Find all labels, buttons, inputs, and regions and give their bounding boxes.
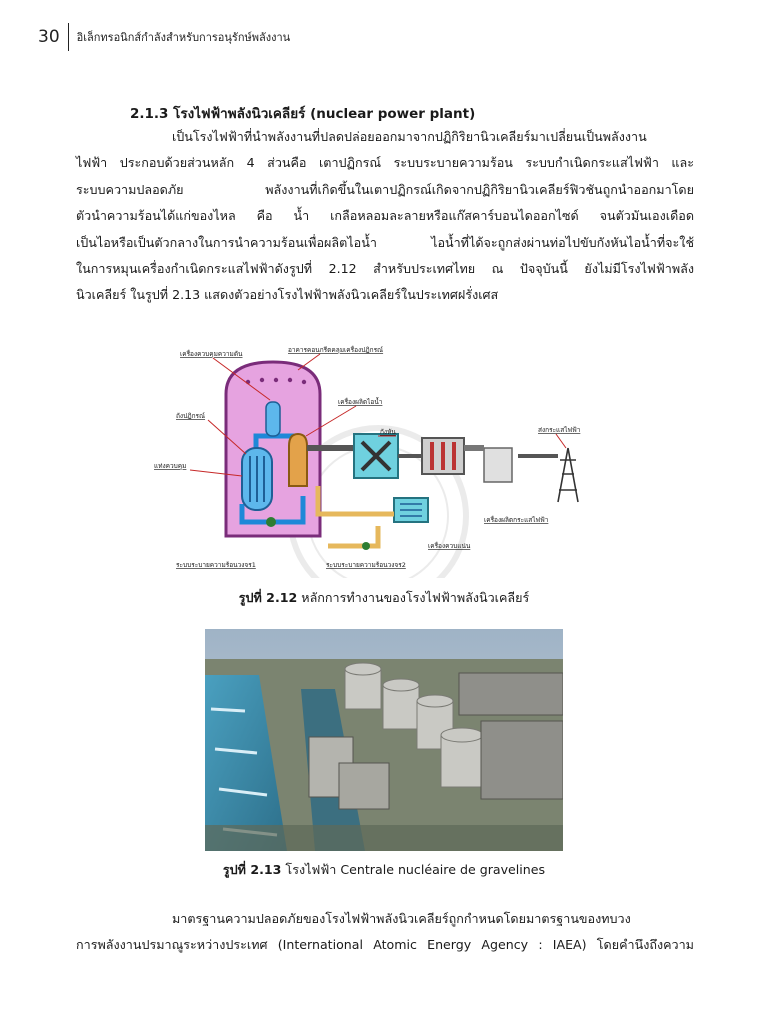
paragraph-line: นิวเคลียร์ ในรูปที่ 2.13 แสดงตัวอย่างโรงไฟฟ้าพลังนิวเคลียร์ในประเทศฝรั่งเศส (76, 287, 499, 303)
steam-generator (289, 434, 307, 486)
paragraph-line: ตัวนำความร้อนได้แก่ของไหล คือ น้ำ เกลือหลอมละลายหรือแก๊สคาร์บอนไดออกไซด์ จนตัวมันเองเดือด (76, 208, 694, 224)
label-containment: อาคารคอนกรีตคลุมเครื่องปฏิกรณ์ (288, 346, 384, 354)
figure-caption-2-13 (0, 860, 768, 880)
label-control-rods: แท่งควบคุม (154, 462, 187, 470)
turbine (354, 434, 398, 478)
paragraph-line: เป็นโรงไฟฟ้าที่นำพลังงานที่ปลดปล่อยออกมาจากปฏิกิริยานิวเคลียร์มาเปลี่ยนเป็นพลังงาน (172, 129, 647, 144)
paragraph-line: มาตรฐานความปลอดภัยของโรงไฟฟ้าพลังนิวเคลียร์ถูกกำหนดโดยมาตรฐานของทบวง (172, 911, 631, 926)
body-paragraph-2 (76, 906, 694, 959)
label-turbine: กังหัน (380, 428, 396, 436)
label-pressurizer: เครื่องควบคุมความดัน (180, 350, 243, 358)
generator (422, 438, 464, 474)
page-header (38, 22, 290, 52)
label-steam-generator: เครื่องผลิตไอน้ำ (338, 398, 383, 406)
paragraph-line: ไฟฟ้า ประกอบด้วยส่วนหลัก 4 ส่วนคือ เตาปฏิกรณ์ ระบบระบายความร้อน ระบบกำเนิดกระแสไฟฟ้า และ (76, 155, 694, 171)
nuclear-plant-diagram (138, 336, 590, 578)
label-secondary-loop: ระบบระบายความร้อนวงจร2 (326, 561, 406, 569)
coolant-pump (266, 517, 276, 527)
paragraph-line: ระบบความปลอดภัย พลังงานที่เกิดขึ้นในเตาปฏิกรณ์เกิดจากปฏิกิริยานิวเคลียร์ฟิวชันถูกนำออกมาโดย (76, 181, 694, 197)
label-condenser: เครื่องควบแน่น (428, 542, 471, 550)
pressurizer (266, 402, 280, 436)
figure-caption-2-12 (0, 588, 768, 608)
figure-caption-text: หลักการทำงานของโรงไฟฟ้าพลังนิวเคลียร์ (297, 590, 530, 605)
body-paragraph-1 (76, 124, 694, 309)
figure-caption-text: โรงไฟฟ้า Centrale nucléaire de gravelines (281, 862, 546, 877)
header-divider (68, 23, 69, 51)
nuclear-plant-photo (205, 629, 563, 851)
figure-label: รูปที่ 2.13 (222, 862, 282, 877)
section-heading: 2.1.3 โรงไฟฟ้าพลังนิวเคลียร์ (nuclear power plant) (130, 106, 476, 122)
label-transmission: ส่งกระแสไฟฟ้า (538, 426, 581, 434)
label-generator: เครื่องผลิตกระแสไฟฟ้า (484, 516, 549, 524)
condenser (394, 498, 428, 522)
label-primary-loop: ระบบระบายความร้อนวงจร1 (176, 561, 256, 569)
figure-label: รูปที่ 2.12 (238, 590, 298, 605)
paragraph-line: การพลังงานปรมาณูระหว่างประเทศ (International Atomic Energy Agency : IAEA) โดยคำนึงถึงความ (76, 937, 694, 953)
page-number: 30 (38, 27, 60, 47)
label-reactor-vessel: ถังปฏิกรณ์ (176, 412, 206, 420)
paragraph-line: ในการหมุนเครื่องกำเนิดกระแสไฟฟ้าดังรูปที่ 2.12 สำหรับประเทศไทย ณ ปัจจุบันนี้ ยังไม่มีโรงไฟฟ้าพลัง (76, 260, 694, 276)
running-title: อิเล็กทรอนิกส์กำลังสำหรับการอนุรักษ์พลังงาน (76, 31, 291, 44)
paragraph-line: เป็นไอหรือเป็นตัวกลางในการนำความร้อนเพื่อผลิตไอน้ำ ไอน้ำที่ได้จะถูกส่งผ่านท่อไปขับกังหันไอน้ำที่จะใช้ (76, 234, 694, 250)
